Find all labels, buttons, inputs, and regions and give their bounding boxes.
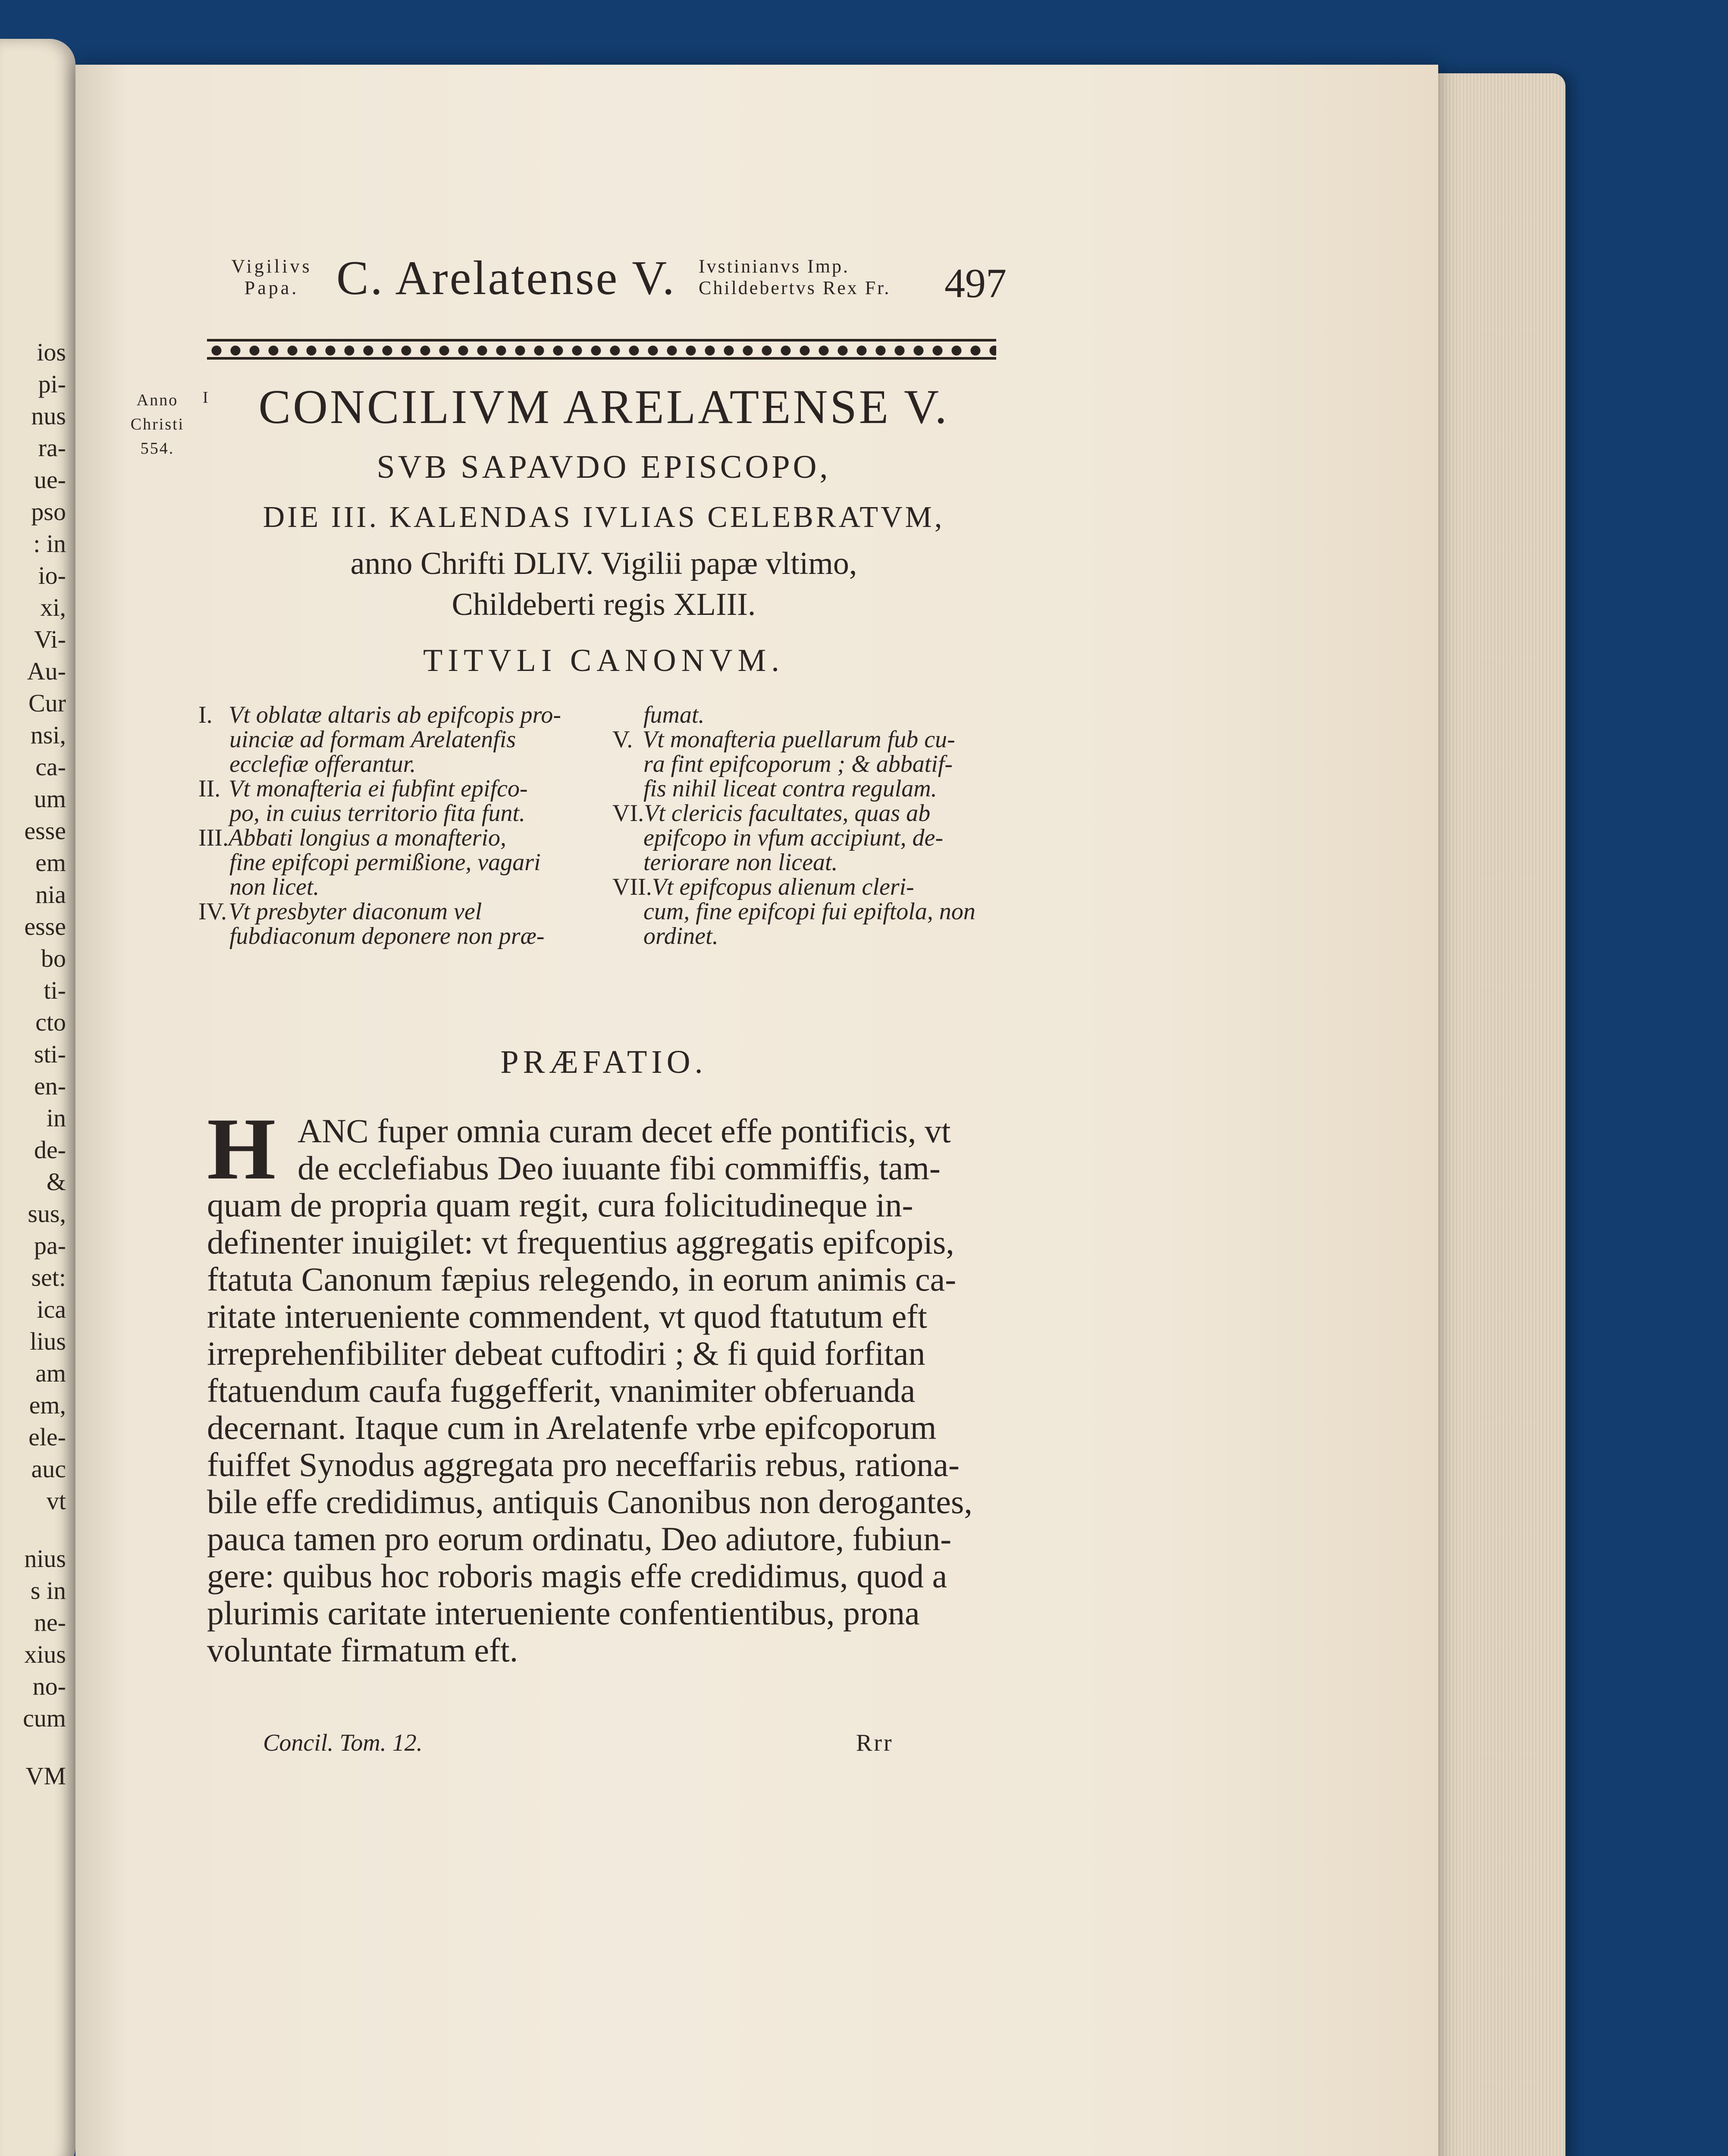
canon-line <box>612 777 1000 801</box>
praefatio-heading: PRÆFATIO. <box>500 1044 707 1080</box>
left-fragment <box>0 1517 75 1543</box>
canon-line <box>612 752 1000 777</box>
canon-number: II. <box>198 775 221 802</box>
left-fragment: ti- <box>44 976 66 1004</box>
left-fragment: nus <box>31 402 66 430</box>
left-fragment: nsi, <box>30 721 66 749</box>
canon-text: cum, fine epifcopi fui epiftola, non <box>643 898 975 925</box>
canon-text: Vt monafteria ei fubfint epifco- <box>229 775 528 802</box>
left-fragment: en- <box>34 1072 66 1100</box>
canon-line <box>198 875 586 899</box>
preface-line: gere: quibus hoc roboris magis effe credidimus, quod a <box>207 1557 947 1595</box>
left-fragment: Vi- <box>34 625 66 653</box>
canon-line <box>612 924 1000 949</box>
council-year: anno Chrifti DLIV. Vigilii papæ vltimo, <box>350 546 857 581</box>
council-date: DIE III. KALENDAS IVLIAS CELEBRATVM, <box>263 501 945 534</box>
canon-line <box>612 899 1000 924</box>
canon-line <box>612 727 1000 752</box>
council-king: Childeberti regis XLIII. <box>452 587 756 622</box>
canon-text: non licet. <box>229 874 320 900</box>
left-fragment: VM <box>25 1762 66 1790</box>
ornament-band <box>207 336 996 362</box>
canon-line <box>198 727 586 752</box>
left-fragment: esse <box>24 817 66 845</box>
left-fragment: em <box>35 849 66 877</box>
running-head-pope <box>207 256 336 299</box>
left-fragment: bo <box>41 944 66 972</box>
left-fragment: s in <box>30 1576 66 1604</box>
left-fragment: pa- <box>34 1232 66 1260</box>
preface-line: ftatuta Canonum fæpius relegendo, in eorum animis ca- <box>207 1260 957 1298</box>
canon-line <box>198 850 586 875</box>
left-fragment: ra- <box>38 434 66 462</box>
canon-line <box>198 801 586 826</box>
page-number: 497 <box>944 260 1007 306</box>
preface-line: ANC fuper omnia curam decet effe pontificis, vt <box>298 1112 951 1150</box>
left-fragment: de- <box>34 1136 66 1164</box>
preface-line: definenter inuigilet: vt frequentius aggregatis epifcopis, <box>207 1223 954 1261</box>
marginal-number: I <box>203 389 208 407</box>
footer-signature: Concil. Tom. 12. <box>263 1730 423 1756</box>
left-fragment <box>0 1734 75 1760</box>
running-head-pope-name: Vigilivs <box>231 256 312 277</box>
left-fragment: ica <box>37 1295 66 1323</box>
canon-text: epifcopo in vfum accipiunt, de- <box>643 824 944 851</box>
left-fragment: sti- <box>34 1040 66 1068</box>
running-head <box>207 248 1018 317</box>
canon-text: Vt oblatæ altaris ab epifcopis pro- <box>229 702 561 728</box>
canon-line <box>612 875 1000 899</box>
canon-line <box>198 777 586 801</box>
margin-note-year-value: 554. <box>140 439 175 458</box>
left-fragment: ios <box>37 338 66 366</box>
canon-text: ra fint epifcoporum ; & abbatif- <box>643 751 953 777</box>
canon-line <box>612 703 1000 727</box>
canon-number: VII. <box>612 874 652 900</box>
canon-text: Vt monafteria puellarum fub cu- <box>643 726 955 753</box>
left-fragment: Au- <box>27 657 66 685</box>
running-head-emperor: Ivstinianvs Imp. <box>699 256 850 277</box>
canon-text: Vt clericis facultates, quas ab <box>644 800 931 827</box>
canon-text: fis nihil liceat contra regulam. <box>643 775 937 802</box>
page-edges <box>1423 73 1565 2156</box>
canon-text: teriorare non liceat. <box>643 849 838 876</box>
left-fragment: xi, <box>40 593 66 621</box>
preface-line: decernant. Itaque cum in Arelatenfe vrbe epifcoporum <box>207 1409 937 1446</box>
running-head-king: Childebertvs Rex Fr. <box>699 277 891 298</box>
canon-number: VI. <box>612 800 644 827</box>
drop-cap: H <box>207 1100 276 1198</box>
left-fragment: ue- <box>34 466 66 494</box>
left-fragment: auc <box>31 1455 66 1483</box>
preface-line: plurimis caritate interueniente confentientibus, prona <box>207 1594 920 1632</box>
left-page-sliver <box>0 39 75 2156</box>
preface-line: ritate interueniente commendent, vt quod ftatutum eft <box>207 1297 927 1335</box>
margin-note-year <box>123 388 192 461</box>
main-page <box>75 65 1438 2156</box>
left-fragment: set: <box>31 1263 66 1291</box>
canon-line <box>612 801 1000 826</box>
left-fragment: nius <box>24 1545 66 1573</box>
left-fragment: xius <box>24 1640 66 1668</box>
canon-number: III. <box>198 824 229 851</box>
tituli-heading: TITVLI CANONVM. <box>423 643 784 678</box>
canon-number: I. <box>198 702 213 728</box>
canon-text: uinciæ ad formam Arelatenfis <box>229 726 516 753</box>
preface-line: fuiffet Synodus aggregata pro neceffariis rebus, rationa- <box>207 1446 960 1483</box>
canon-line <box>198 703 586 727</box>
preface-line: irreprehenfibiliter debeat cuftodiri ; & fi quid forfitan <box>207 1335 925 1372</box>
left-fragment: ca- <box>35 753 66 781</box>
canon-text: fumat. <box>643 702 705 728</box>
margin-note-anno: Anno <box>136 391 179 409</box>
preface-line: pauca tamen pro eorum ordinatu, Deo adiutore, fubiun- <box>207 1520 952 1557</box>
left-fragment: sus, <box>28 1200 66 1228</box>
left-fragment: cto <box>35 1008 66 1036</box>
left-fragment: ele- <box>28 1423 66 1451</box>
running-head-title: C. Arelatense V. <box>336 251 676 305</box>
council-title: CONCILIVM ARELATENSE V. <box>258 380 949 434</box>
preface-line: bile effe credidimus, antiquis Canonibus non derogantes, <box>207 1483 972 1520</box>
left-fragment: pi- <box>38 370 66 398</box>
canon-list-left <box>198 703 586 949</box>
preface-lines <box>207 1100 1005 1669</box>
canon-line <box>612 826 1000 850</box>
left-fragment: & <box>46 1168 66 1196</box>
preface-line: de ecclefiabus Deo iuuante fibi commiffis, tam- <box>298 1149 941 1187</box>
preface-body <box>207 1100 1005 1669</box>
left-fragment: io- <box>38 561 66 589</box>
canon-line <box>198 752 586 777</box>
left-page-text-fragments <box>0 336 75 1792</box>
canon-text: ordinet. <box>643 923 718 950</box>
left-fragment: am <box>35 1359 66 1387</box>
canon-text: Vt presbyter diaconum vel <box>229 898 482 925</box>
left-fragment: pso <box>31 498 66 526</box>
margin-note-christi: Christi <box>130 415 185 433</box>
left-fragment: : in <box>33 530 66 558</box>
footer-quire-mark: Rrr <box>856 1730 894 1756</box>
left-fragment: Cur <box>28 689 66 717</box>
running-head-pope-title: Papa. <box>244 277 299 298</box>
left-fragment: no- <box>32 1672 66 1700</box>
left-fragment: ne- <box>34 1608 66 1636</box>
canon-text: po, in cuius territorio fita funt. <box>229 800 526 827</box>
canon-text: Abbati longius a monafterio, <box>229 824 506 851</box>
left-fragment: um <box>34 785 66 813</box>
left-fragment: em, <box>29 1391 66 1419</box>
canon-text: fine epifcopi permißione, vagari <box>229 849 541 876</box>
council-subtitle: SVB SAPAVDO EPISCOPO, <box>376 449 831 485</box>
left-fragment: cum <box>23 1704 66 1732</box>
canon-number: IV. <box>198 898 227 925</box>
canon-text: Vt epifcopus alienum cleri- <box>652 874 914 900</box>
canon-line <box>198 899 586 924</box>
canon-text: fubdiaconum deponere non præ- <box>229 923 545 950</box>
preface-line: ftatuendum caufa fuggefferit, vnanimiter obferuanda <box>207 1372 916 1409</box>
left-fragment: lius <box>30 1327 66 1355</box>
left-fragment: nia <box>35 881 66 909</box>
running-head-rulers <box>699 256 891 299</box>
left-fragment: vt <box>46 1487 66 1515</box>
canon-line <box>198 826 586 850</box>
canon-number: V. <box>612 726 633 753</box>
canon-text: ecclefiæ offerantur. <box>229 751 416 777</box>
preface-line: quam de propria quam regit, cura folicitudineque in- <box>207 1186 913 1224</box>
preface-line: voluntate firmatum eft. <box>207 1631 518 1669</box>
left-fragment: in <box>46 1104 66 1132</box>
canon-line <box>198 924 586 949</box>
left-fragment: esse <box>24 912 66 940</box>
canon-line <box>612 850 1000 875</box>
canon-list-right <box>612 703 1000 949</box>
